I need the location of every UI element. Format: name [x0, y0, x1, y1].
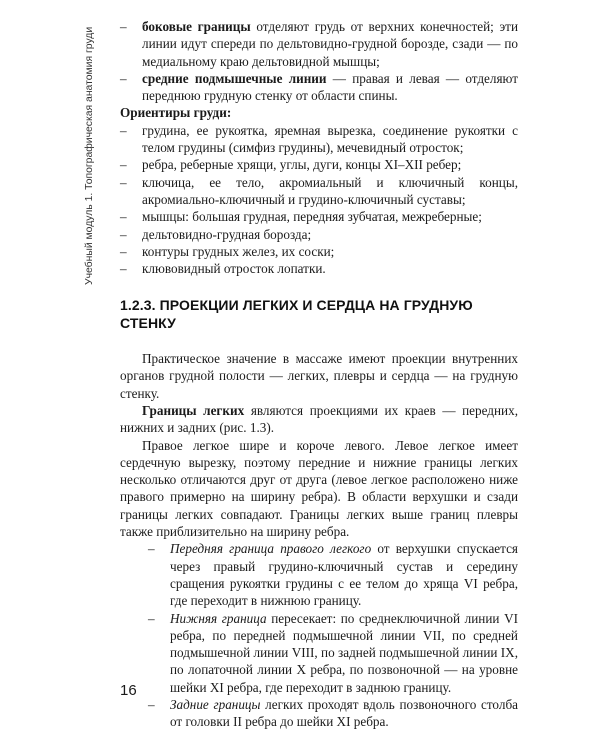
list-text: клювовидный отросток лопатки.	[142, 261, 326, 277]
list-dash: –	[120, 157, 127, 173]
list-dash: –	[148, 541, 155, 557]
list-dash: –	[148, 610, 155, 626]
list-text: легких проходят вдоль позвоночного столба от головки II ребра до шейки XI ребра.	[170, 696, 519, 730]
list-text: контуры грудных желез, их соски;	[142, 243, 335, 259]
list-term: Задние границы	[170, 696, 261, 712]
list-dash: –	[120, 174, 127, 190]
borders-list	[120, 18, 518, 104]
list-text: ключица, ее тело, акромиальный и ключичный концы, акромиально-ключичный и грудино-ключичный суставы;	[142, 174, 518, 207]
list-dash: –	[120, 261, 127, 277]
list-dash: –	[120, 226, 127, 242]
list-item	[120, 18, 518, 70]
page-body	[120, 18, 518, 731]
landmarks-list	[120, 122, 518, 278]
list-text: дельтовидно-грудная борозда;	[142, 226, 312, 242]
list-text: грудина, ее рукоятка, яремная вырезка, соединение рукоятки с телом грудины (симфиз грудины), мечевидный отросток;	[142, 122, 518, 156]
list-item	[148, 610, 518, 696]
paragraph-term: Границы легких	[142, 402, 245, 418]
list-item	[120, 208, 518, 225]
list-item	[120, 156, 518, 173]
list-item	[120, 243, 518, 260]
list-text: отделяют грудь от верхних конечностей; эти линии идут спереди по дельтовидно-грудной борозде, сзади — по медиальному краю дельтовидной мышцы;	[142, 19, 518, 69]
list-term: средние подмышечные линии	[142, 70, 327, 86]
list-item	[148, 540, 518, 609]
paragraph	[120, 402, 518, 437]
list-text: пересекает: по среднеключичной линии VI ребра, по передней подмышечной линии VII, по средней подмышечной линии VIII, по задней подмышечной линии IX, по лопаточной линии X ребра, по позвоночной — на уровне шейки XI ребра, где переходит в заднюю границу.	[170, 610, 518, 695]
list-text: мышцы: большая грудная, передняя зубчатая, межреберные;	[142, 209, 482, 225]
list-term: Передняя граница правого легкого	[170, 541, 372, 557]
list-text: от верхушки спускается через правый грудино-ключичный сустав и середину сращения рукоятки грудины с ее телом до хряща VI ребра, где переходит в нижнюю границу.	[170, 541, 519, 609]
list-dash: –	[120, 209, 127, 225]
landmarks-heading: Ориентиры груди:	[120, 105, 232, 121]
list-text: ребра, реберные хрящи, углы, дуги, концы XI–XII ребер;	[142, 157, 462, 173]
page-number: 16	[120, 682, 137, 699]
list-dash: –	[120, 122, 127, 138]
list-item	[148, 696, 518, 731]
list-term: боковые границы	[142, 19, 251, 34]
paragraph-text: являются проекциями их краев — передних, нижних и задних (рис. 1.3).	[120, 402, 519, 436]
paragraph: Правое легкое шире и короче левого. Левое легкое имеет сердечную вырезку, поэтому передние и нижние границы легких несколько отличаются друг от друга (левое легкое расположено ниже правого примерно на ширину ребра). В области верхушки и сзади границы легких совпадают. Границы легких выше границ плевры также приблизительно на ширину ребра.	[120, 437, 518, 540]
list-dash: –	[120, 243, 127, 259]
list-text: — правая и левая — отделяют переднюю грудную стенку от области спины.	[142, 70, 518, 104]
list-dash: –	[120, 19, 127, 34]
list-item	[120, 174, 518, 209]
list-item	[120, 70, 518, 105]
list-dash: –	[120, 70, 127, 86]
running-header: Учебный модуль 1. Топографическая анатомия груди	[84, 26, 95, 285]
list-item	[120, 260, 518, 277]
lung-borders-list	[148, 540, 518, 730]
list-item	[120, 122, 518, 157]
list-item	[120, 226, 518, 243]
list-dash: –	[148, 696, 155, 712]
section-heading: 1.2.3. ПРОЕКЦИИ ЛЕГКИХ И СЕРДЦА НА ГРУДНУЮ СТЕНКУ	[120, 297, 473, 331]
paragraph: Практическое значение в массаже имеют проекции внутренних органов грудной полости — легких, плевры и сердца — на грудную стенку.	[120, 351, 518, 401]
list-term: Нижняя граница	[170, 610, 267, 626]
